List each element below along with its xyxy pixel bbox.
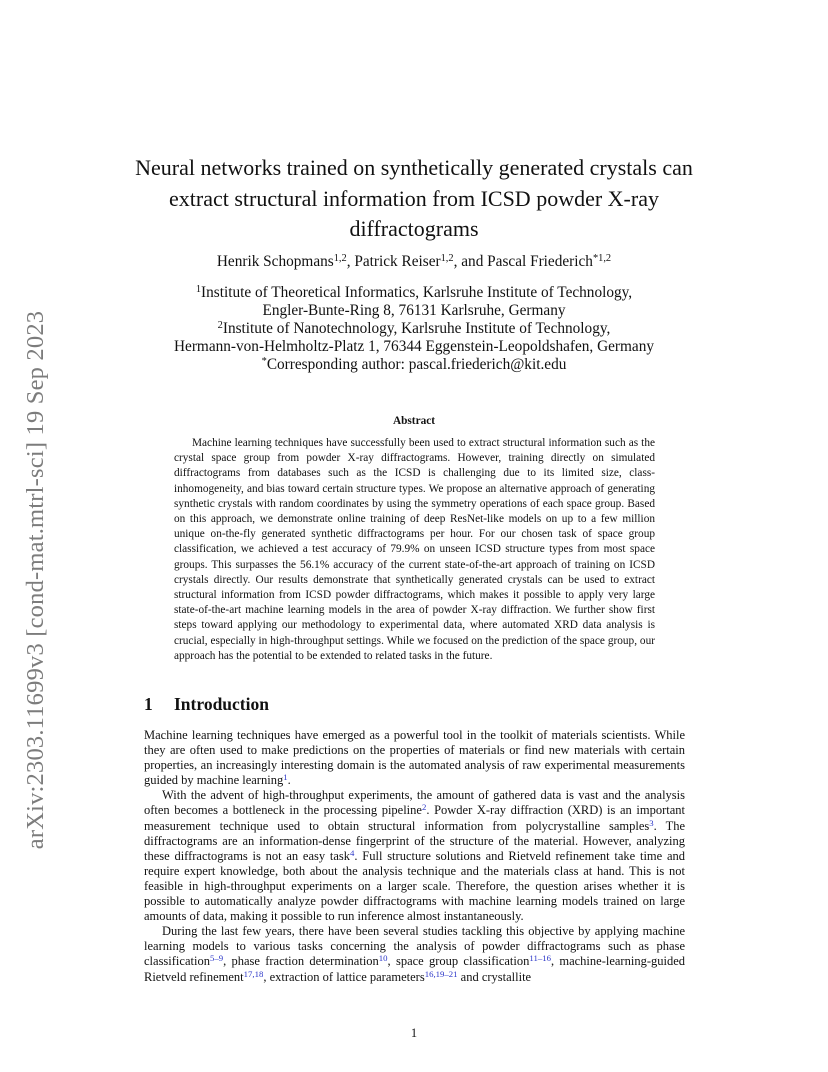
citation-link[interactable]: 4 — [350, 847, 355, 858]
citation-link[interactable]: 1 — [283, 772, 288, 783]
author: Patrick Reiser$^{1,2}$ — [354, 253, 454, 270]
author: Pascal Friederich$^{*1,2}$ — [487, 253, 612, 270]
section-title: Introduction — [174, 694, 269, 714]
paragraph-text: , extraction of lattice parameters — [263, 969, 425, 984]
paragraph-text: , phase fraction determination — [223, 954, 379, 969]
abstract-text: Machine learning techniques have successfully been used to extract structural information such as the crystal space group from powder X-ray diffractograms. However, training directly on simulated diffractograms from databases such as the ICSD is challenging due to its limited size, class-inhomogeneity, and bias toward certain structure types. We propose an alternative approach of generating synthetic crystals with random coordinates by using the symmetry operations of each space group. Based on this approach, we demonstrate online training of deep ResNet-like models on up to a few million unique on-the-fly generated synthetic diffractograms per hour. For our chosen task of space group classification, we achieved a test accuracy of 79.9% on unseen ICSD structure types from most space groups. This surpasses the 56.1% accuracy of the current state-of-the-art approach of training on ICSD crystals directly. Our results demonstrate that synthetically generated crystals can be used to extract structural information from ICSD powder diffractograms, which makes it possible to apply very large state-of-the-art machine learning models in the area of powder X-ray diffraction. We further show first steps toward applying our methodology to experimental data, where automated XRD data analysis is crucial, especially in high-throughput settings. While we focused on the prediction of the space group, our approach has the potential to be extended to related tasks in the future. — [174, 437, 655, 662]
affiliation-address: Hermann-von-Helmholtz-Platz 1, 76344 Eggenstein-Leopoldshafen, Germany — [173, 338, 654, 355]
paragraph-text: , machine-learning-guided Rietveld refinement — [144, 954, 685, 984]
paragraph-text: , space group classification — [387, 954, 530, 969]
paragraph-text: and crystallite — [457, 969, 532, 984]
paragraph-text: . Powder X-ray diffraction (XRD) is an important measurement technique used to obtain structural information from polycrystalline samples — [144, 803, 686, 833]
citation-link[interactable]: 16,19–21 — [424, 968, 458, 979]
paragraph-text: With the advent of high-throughput experiments, the amount of gathered data is vast and the analysis often becomes a bottleneck in the processing pipeline — [144, 788, 685, 818]
affiliation-address: Engler-Bunte-Ring 8, 76131 Karlsruhe, Germany — [262, 302, 566, 319]
paragraph-text: . — [287, 773, 291, 788]
citation-link[interactable]: 3 — [649, 817, 654, 828]
abstract-heading: Abstract — [392, 415, 436, 427]
paragraph — [144, 788, 685, 924]
paragraph-text: During the last few years, there have been several studies tackling this objective by applying machine learning models to various tasks concerning the analysis of powder diffractograms such as phase classification — [144, 924, 685, 969]
citation-link[interactable]: 11–16 — [529, 953, 551, 964]
citation-link[interactable]: 2 — [421, 802, 427, 813]
paragraph-text: Machine learning techniques have emerged as a powerful tool in the toolkit of materials scientists. While they are often used to make predictions on the properties of materials or find new materials with certain properties, an increasingly interesting domain is the automated analysis of raw experimental measurements guided by machine learning — [144, 728, 685, 788]
affiliation: $^1$Institute of Theoretical Informatics, Karlsruhe Institute of Technology, — [195, 284, 633, 301]
citation-link[interactable]: 5–9 — [209, 953, 224, 964]
section-heading — [144, 694, 269, 715]
author: Henrik Schopmans$^{1,2}$ — [216, 253, 347, 270]
paragraph-text: . The diffractograms are an information-dense fingerprint of the structure of the material. However, analyzing these diffractograms is not an easy task — [144, 818, 685, 863]
citation-link[interactable]: 17,18 — [243, 968, 264, 979]
paper-title: Neural networks trained on synthetically generated crystals can extract structural information from ICSD powder X-ray diffractograms — [135, 155, 693, 241]
paragraph — [144, 728, 685, 788]
section-number: 1 — [144, 694, 153, 714]
arxiv-identifier: arXiv:2303.11699v3 [cond-mat.mtrl-sci] 19 Sep 2023 — [22, 310, 49, 850]
corresponding-author: *Corresponding author: pascal.friederich@kit.edu — [261, 356, 567, 373]
affiliations — [120, 284, 708, 374]
citation-link[interactable]: 10 — [378, 953, 388, 964]
paragraph — [144, 924, 685, 984]
author-list: Henrik Schopmans$^{1,2}$, Patrick Reiser$^{1,2}$, and Pascal Friederich$^{*1,2}$ — [216, 253, 612, 270]
introduction-body — [144, 728, 685, 985]
page-number: 1 — [410, 1026, 418, 1040]
affiliation: $^2$Institute of Nanotechnology, Karlsruhe Institute of Technology, — [217, 320, 611, 337]
paragraph-text: . Full structure solutions and Rietveld refinement take time and require expert knowledge, both about the analysis technique and the materials class at hand. This is not feasible in high-throughput experiments on a larger scale. Therefore, the question arises whether it is possible to automatically analyze powder diffractograms with machine learning models trained on large amounts of data, making it possible to run inference almost instantaneously. — [144, 848, 685, 924]
